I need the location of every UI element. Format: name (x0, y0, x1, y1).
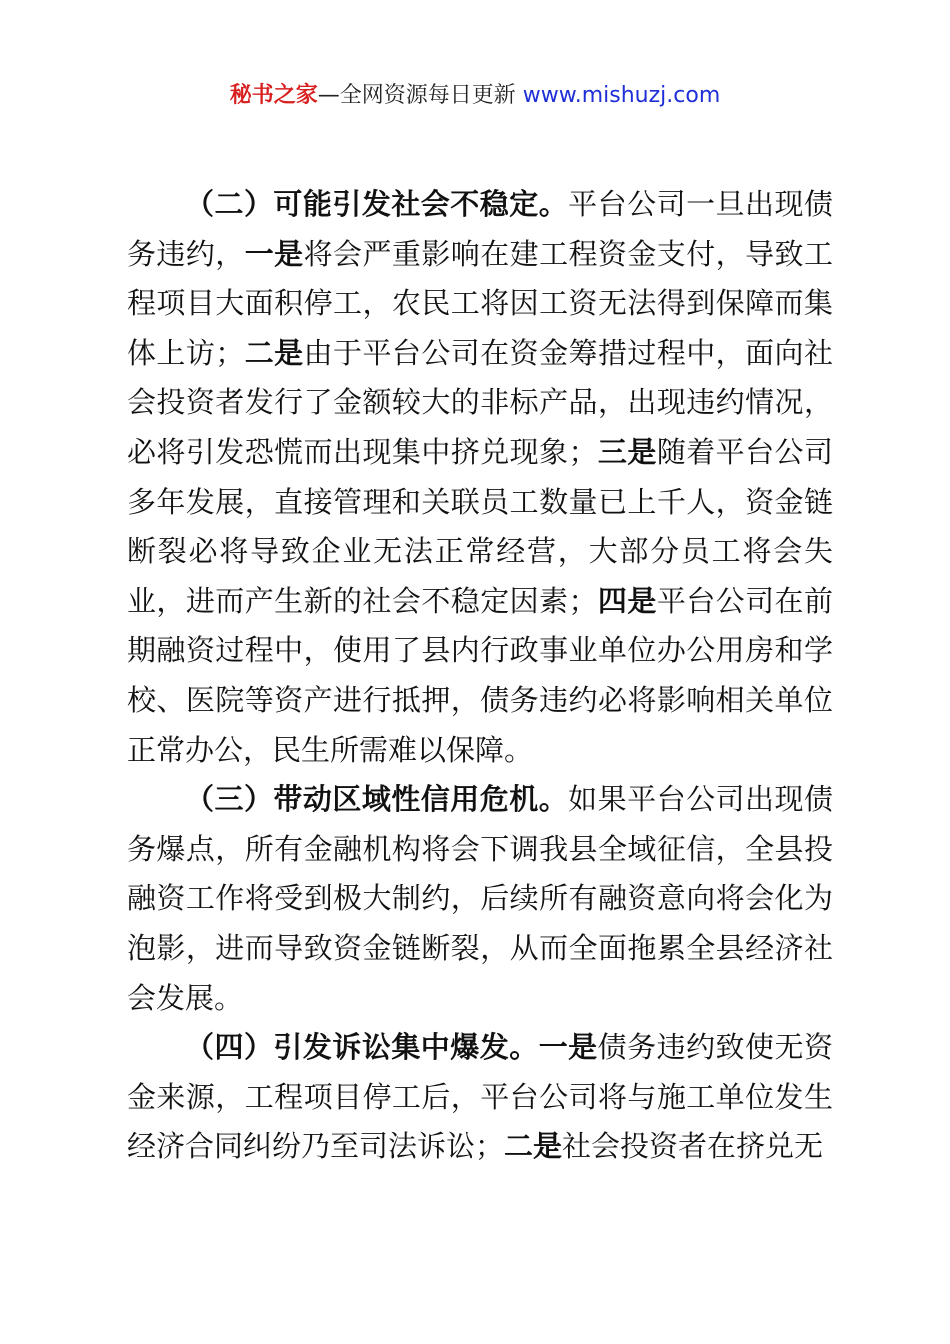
paragraph-section-2 (127, 180, 833, 775)
body-text: 由于平台公司在资金筹措过程中，面向社会投资者发行了金额较大的非标产品，出现违约情况，必将引发恐慌而出现集中挤兑现象； (127, 335, 833, 469)
section-heading: （三）带动区域性信用危机。 (185, 782, 569, 817)
brand-name: 秘书之家 (229, 83, 318, 108)
header-tagline: —全网资源每日更新 (317, 83, 516, 108)
body-text: 随着平台公司多年发展，直接管理和关联员工数量已上千人，资金链断裂必将导致企业无法正常经营，大部分员工将会失业，进而产生新的社会不稳定因素； (127, 434, 833, 618)
point-label: 三是 (597, 434, 657, 469)
point-label: 四是 (597, 583, 657, 618)
site-url-link[interactable]: www.mishuzj.com (522, 83, 721, 108)
body-text: 将会严重影响在建工程资金支付，导致工程项目大面积停工，农民工将因工资无法得到保障而集体上访； (127, 236, 833, 370)
point-label: 一是 (538, 1030, 598, 1065)
section-heading: （四）引发诉讼集中爆发。 (185, 1030, 539, 1065)
document-body (127, 180, 833, 1172)
body-text: 平台公司在前期融资过程中，使用了县内行政事业单位办公用房和学校、医院等资产进行抵押，债务违约必将影响相关单位正常办公，民生所需难以保障。 (127, 583, 833, 767)
body-text: 平台公司一旦出现债务违约， (127, 187, 833, 271)
paragraph-section-4 (127, 1023, 833, 1172)
site-header (0, 80, 950, 112)
body-text: 社会投资者在挤兑无 (562, 1129, 824, 1164)
point-label: 一是 (244, 236, 304, 271)
body-text: 债务违约致使无资金来源，工程项目停工后，平台公司将与施工单位发生经济合同纠纷乃至司法诉讼； (127, 1030, 833, 1164)
section-heading: （二）可能引发社会不稳定。 (185, 187, 569, 221)
body-text: 如果平台公司出现债务爆点，所有金融机构将会下调我县全域征信，全县投融资工作将受到极大制约，后续所有融资意向将会化为泡影，进而导致资金链断裂，从而全面拖累全县经济社会发展。 (127, 782, 833, 1015)
point-label: 二是 (244, 335, 304, 370)
paragraph-section-3 (127, 775, 833, 1023)
point-label: 二是 (504, 1129, 563, 1164)
